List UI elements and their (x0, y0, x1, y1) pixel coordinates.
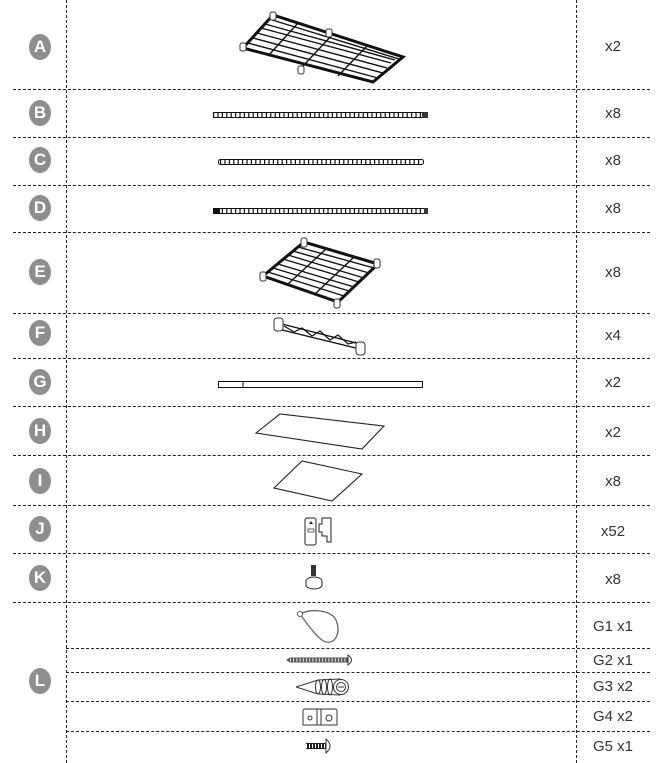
connector-bar-icon (272, 316, 372, 356)
part-quantity: x52 (600, 523, 626, 540)
wide-wire-shelf-icon (238, 10, 408, 85)
part-letter-badge: J (29, 516, 51, 542)
flat-bar-icon (218, 381, 423, 388)
subrow-divider (66, 701, 650, 702)
wide-shelf-liner-icon (254, 411, 388, 451)
part-quantity: x8 (605, 571, 621, 588)
row-divider (13, 137, 650, 138)
part-letter-badge: F (29, 320, 51, 346)
part-quantity: x2 (605, 38, 621, 55)
part-quantity: x8 (605, 473, 621, 490)
hardware-quantity: G2 x1 (592, 652, 634, 669)
part-letter-badge: A (29, 34, 51, 60)
part-letter-badge: E (29, 259, 51, 285)
part-letter-badge: L (29, 668, 51, 694)
row-divider (13, 406, 650, 407)
short-screw-icon (305, 737, 335, 755)
square-shelf-liner-icon (272, 459, 364, 503)
pole-c-icon (218, 159, 424, 165)
subrow-divider (66, 648, 650, 649)
row-divider (13, 455, 650, 456)
hardware-quantity: G3 x2 (592, 678, 634, 695)
part-quantity: x8 (605, 264, 621, 281)
subrow-divider (66, 672, 650, 673)
part-quantity: x8 (605, 200, 621, 217)
part-letter-badge: K (29, 565, 51, 591)
pole-d-icon (213, 208, 428, 214)
part-letter-badge: I (29, 468, 51, 494)
row-divider (13, 185, 650, 186)
part-quantity: x2 (605, 374, 621, 391)
row-divider (13, 89, 650, 90)
part-quantity: x8 (605, 105, 621, 122)
row-divider (13, 553, 650, 554)
row-divider (13, 232, 650, 233)
part-letter-badge: H (29, 418, 51, 444)
row-divider (13, 602, 650, 603)
hardware-quantity: G5 x1 (592, 738, 634, 755)
part-letter-badge: G (29, 369, 51, 395)
part-letter-badge: D (29, 195, 51, 221)
part-letter-badge: B (29, 100, 51, 126)
part-quantity: x2 (605, 424, 621, 441)
leveling-foot-icon (304, 564, 324, 590)
tether-cable-icon (296, 608, 342, 646)
hardware-quantity: G1 x1 (592, 618, 634, 635)
pole-b-icon (213, 112, 428, 118)
row-divider (13, 358, 650, 359)
sleeve-clip-icon (303, 512, 337, 548)
part-quantity: x4 (605, 327, 621, 344)
subrow-divider (66, 731, 650, 732)
hardware-quantity: G4 x2 (592, 708, 634, 725)
mounting-bracket-icon (302, 706, 338, 728)
row-divider (13, 505, 650, 506)
row-divider (13, 313, 650, 314)
square-wire-shelf-icon (258, 236, 383, 310)
wall-anchor-icon (296, 675, 350, 699)
part-quantity: x8 (605, 152, 621, 169)
long-screw-icon (286, 654, 356, 666)
part-letter-badge: C (29, 147, 51, 173)
